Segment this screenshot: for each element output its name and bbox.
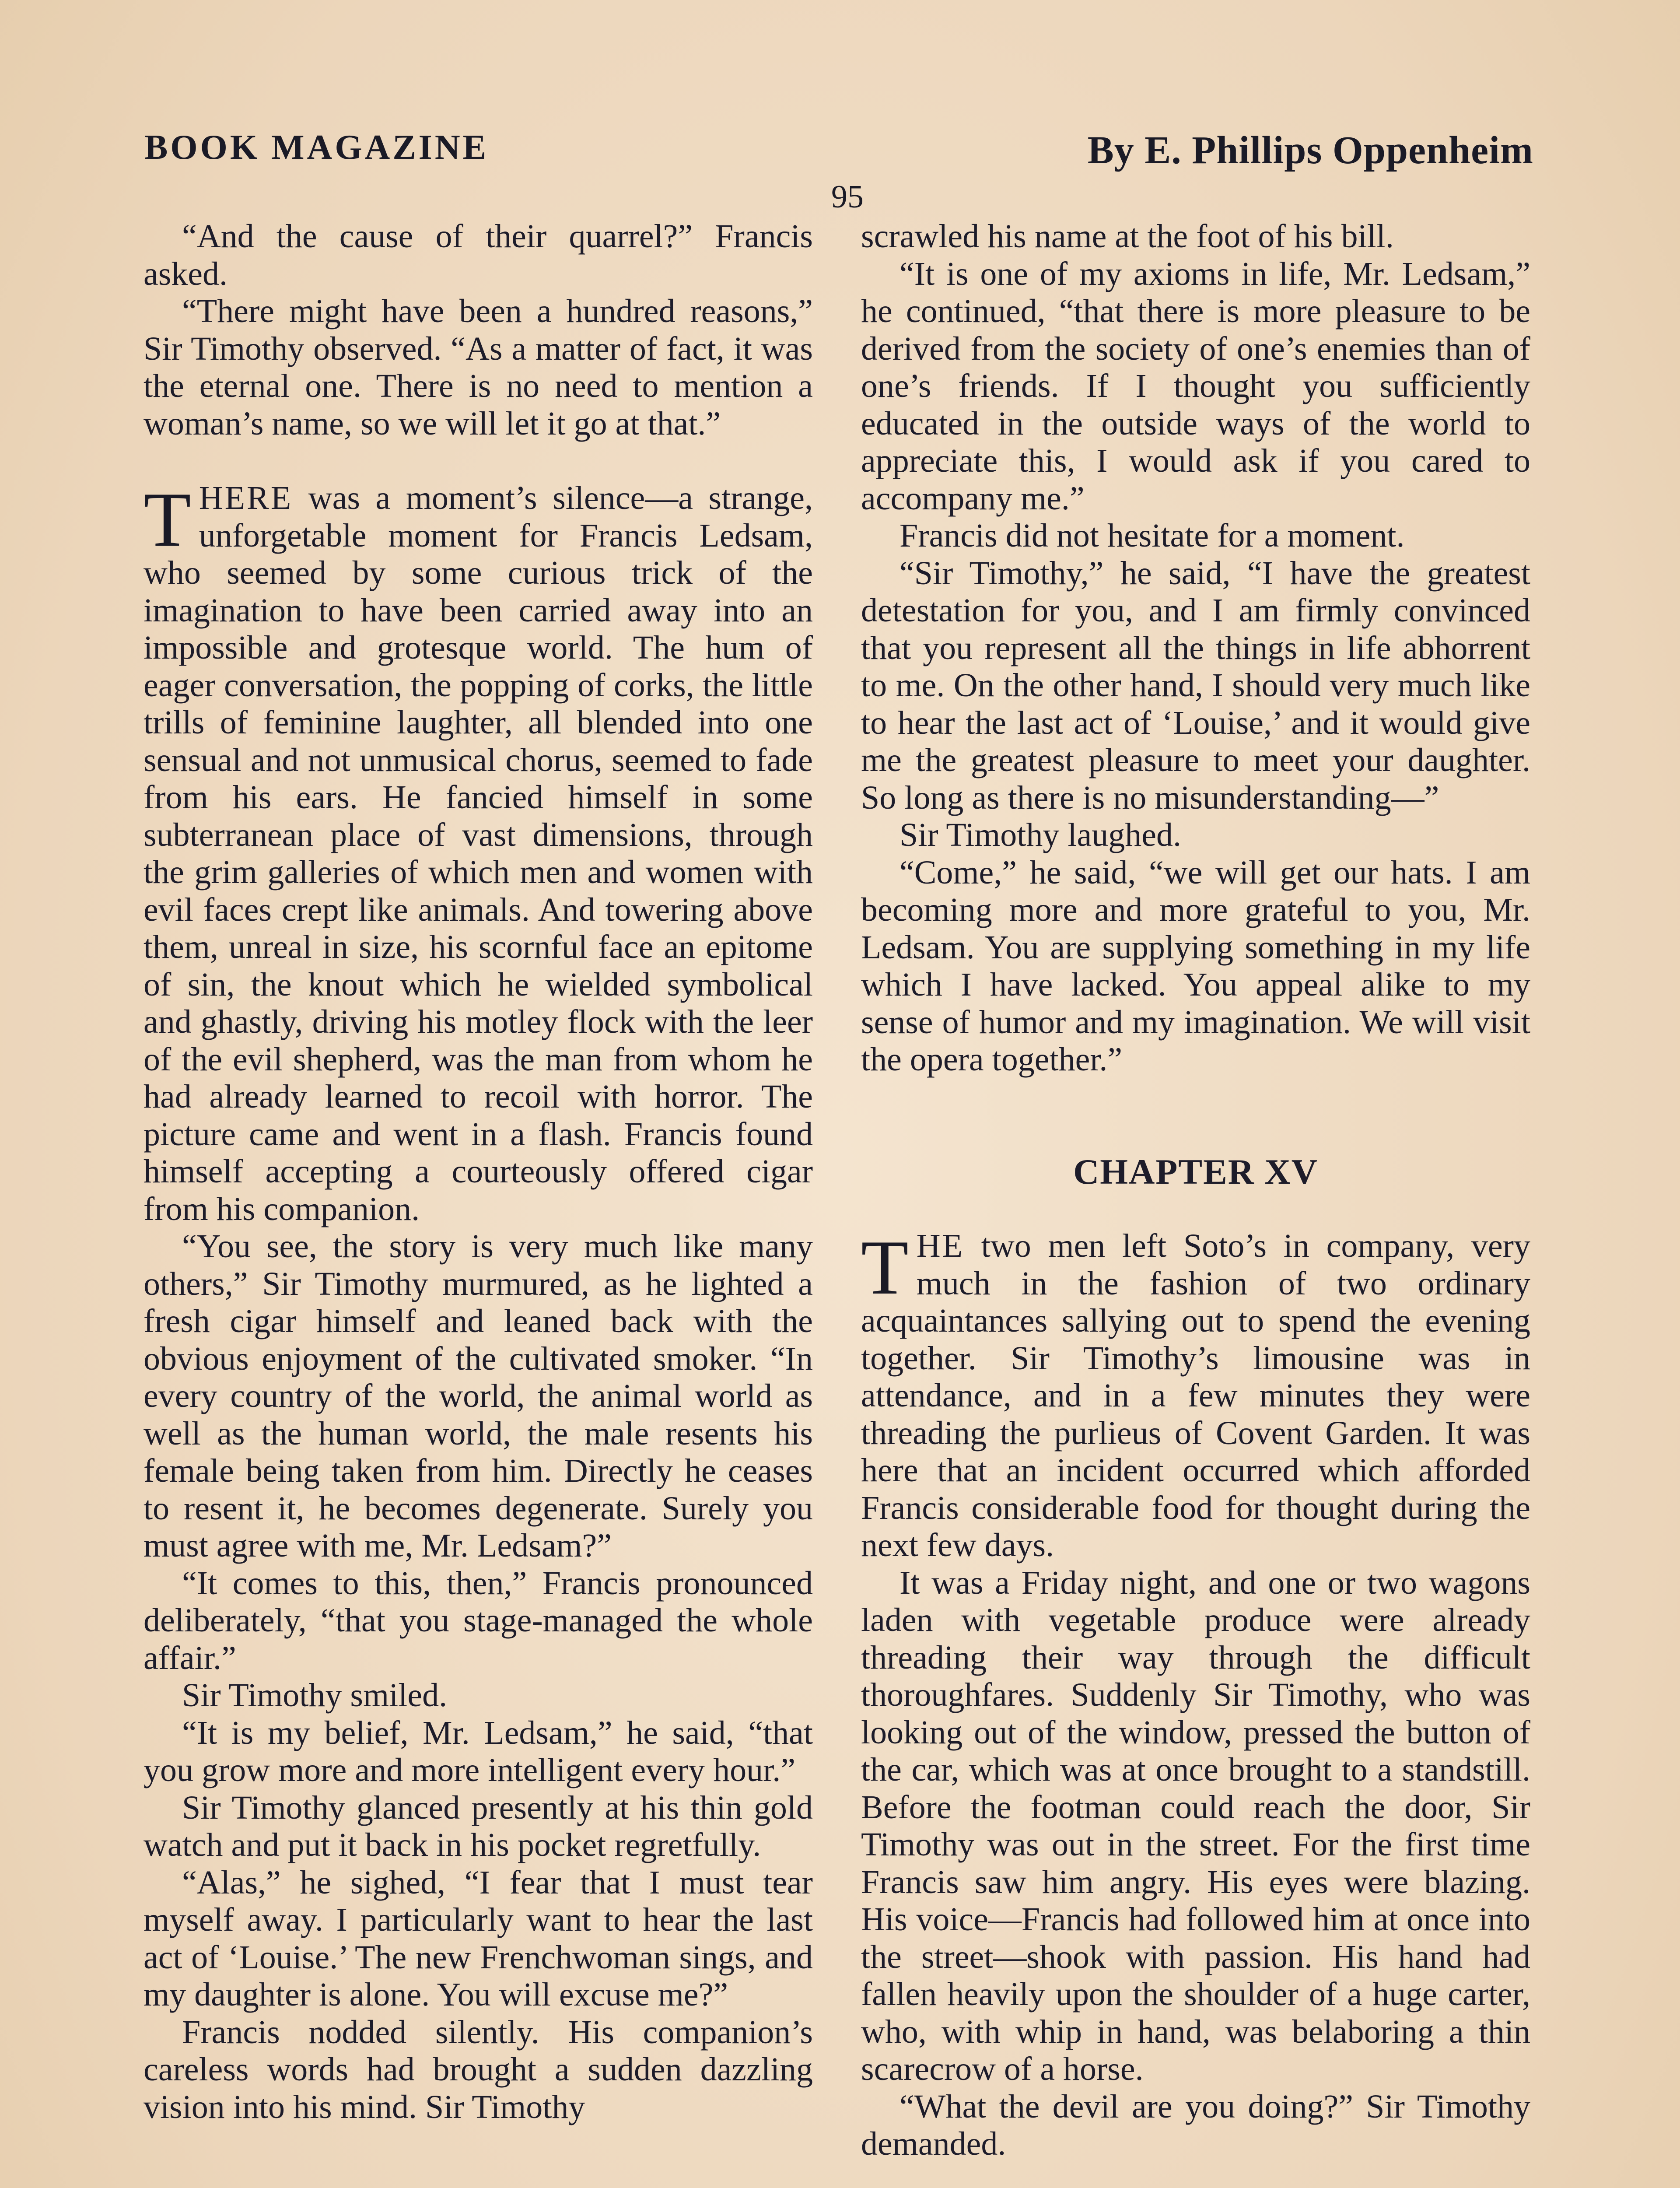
paragraph <box>144 476 813 1228</box>
author-byline: By E. Phillips Oppenheim <box>1087 129 1533 172</box>
paragraph: Sir Timothy laughed. <box>900 817 1181 853</box>
small-caps-lead: HERE <box>199 480 293 516</box>
paragraph: Francis did not hesitate for a moment. <box>900 517 1405 554</box>
page-number: 95 <box>831 179 864 215</box>
paragraph: “It is one of my axioms in life, Mr. Ledsam,” he continued, “that there is more pleasure to be derived from the society of one’s enemies than of one’s friends. If I thought you sufficiently educated in the outside ways of the world to appreciate this, I would ask if you cared to accompany me.” <box>861 255 1530 517</box>
paragraph-text: was a moment’s silence—a strange, unforgetable moment for Francis Ledsam, who seemed by some curious trick of the imagination to have been carried away into an impossible and grotesque world. The hum of eager conversation, the popping of corks, the little trills of feminine laughter, all blended into one sensual and not unmusical chorus, seemed to fade from his ears. He fancied himself in some subterranean place of vast dimensions, through the grim galleries of which men and women with evil faces crept like animals. And towering above them, unreal in size, his scornful face an epitome of sin, the knout which he wielded symbolical and ghastly, driving his motley flock with the leer of the evil shepherd, was the man from whom he had already learned to recoil with horror. The picture came and went in a flash. Francis found himself accepting a courteously offered cigar from his companion. <box>144 480 813 1227</box>
paragraph: “It is my belief, Mr. Ledsam,” he said, “that you grow more and more intelligent every hour.” <box>144 1714 813 1788</box>
paragraph <box>861 1224 1530 1564</box>
magazine-title: BOOK MAGAZINE <box>144 128 489 167</box>
paragraph: scrawled his name at the foot of his bill. <box>861 218 1394 255</box>
paragraph: “It comes to this, then,” Francis pronounced deliberately, “that you stage-managed the whole affair.” <box>144 1564 813 1676</box>
drop-cap: T <box>861 1224 909 1311</box>
paragraph: “Come,” he said, “we will get our hats. I am becoming more and more grateful to you, Mr. Ledsam. You are supplying something in my life which I have lacked. You appeal alike to my sense of humor and my imagination. We will visit the opera together.” <box>861 854 1530 1078</box>
paragraph: It was a Friday night, and one or two wagons laden with vegetable produce were already threading their way through the difficult thoroughfares. Suddenly Sir Timothy, who was looking out of the window, pressed the button of the car, which was at once brought to a standstill. Before the footman could reach the door, Sir Timothy was out in the street. For the first time Francis saw him angry. His eyes were blazing. His voice—Francis had followed him at once into the street—shook with passion. His hand had fallen heavily upon the shoulder of a huge carter, who, with whip in hand, was belaboring a thin scarecrow of a horse. <box>861 1564 1530 2087</box>
small-caps-lead: HE <box>916 1227 965 1264</box>
paragraph: “And the cause of their quarrel?” Francis asked. <box>144 218 813 292</box>
chapter-heading: CHAPTER XV <box>1073 1151 1318 1192</box>
paragraph-text: two men left Soto’s in company, very much in the fashion of two ordinary acquaintances sallying out to spend the evening together. Sir Timothy’s limousine was in attendance, and in a few minutes they were threading the purlieus of Covent Garden. It was here that an incident occurred which afforded Francis considerable food for thought during the next few days. <box>861 1227 1530 1564</box>
paragraph: “Alas,” he sighed, “I fear that I must tear myself away. I particularly want to hear the last act of ‘Louise.’ The new Frenchwoman sings, and my daughter is alone. You will excuse me?” <box>144 1864 813 2013</box>
paragraph: Francis nodded silently. His companion’s careless words had brought a sudden dazzling vision into his mind. Sir Timothy <box>144 2013 813 2125</box>
paragraph: “Sir Timothy,” he said, “I have the greatest detestation for you, and I am firmly convinced that you represent all the things in life abhorrent to me. On the other hand, I should very much like to hear the last act of ‘Louise,’ and it would give me the greatest pleasure to meet your daughter. So long as there is no misunderstanding—” <box>861 554 1530 816</box>
left-column <box>144 218 813 2188</box>
paragraph: Sir Timothy smiled. <box>182 1677 448 1714</box>
paragraph: “What the devil are you doing?” Sir Timothy demanded. <box>861 2088 1530 2162</box>
drop-cap: T <box>144 476 191 563</box>
paragraph: “You see, the story is very much like many others,” Sir Timothy murmured, as he lighted a fresh cigar himself and leaned back with the obvious enjoyment of the cultivated smoker. “In every country of the world, the animal world as well as the human world, the male resents his female being taken from him. Directly he ceases to resent it, he becomes degenerate. Surely you must agree with me, Mr. Ledsam?” <box>144 1228 813 1564</box>
paragraph: Sir Timothy glanced presently at his thin gold watch and put it back in his pocket regretfully. <box>144 1789 813 1863</box>
right-column <box>861 218 1530 2188</box>
paragraph: “There might have been a hundred reasons,” Sir Timothy observed. “As a matter of fact, it was the eternal one. There is no need to mention a woman’s name, so we will let it go at that.” <box>144 293 813 442</box>
